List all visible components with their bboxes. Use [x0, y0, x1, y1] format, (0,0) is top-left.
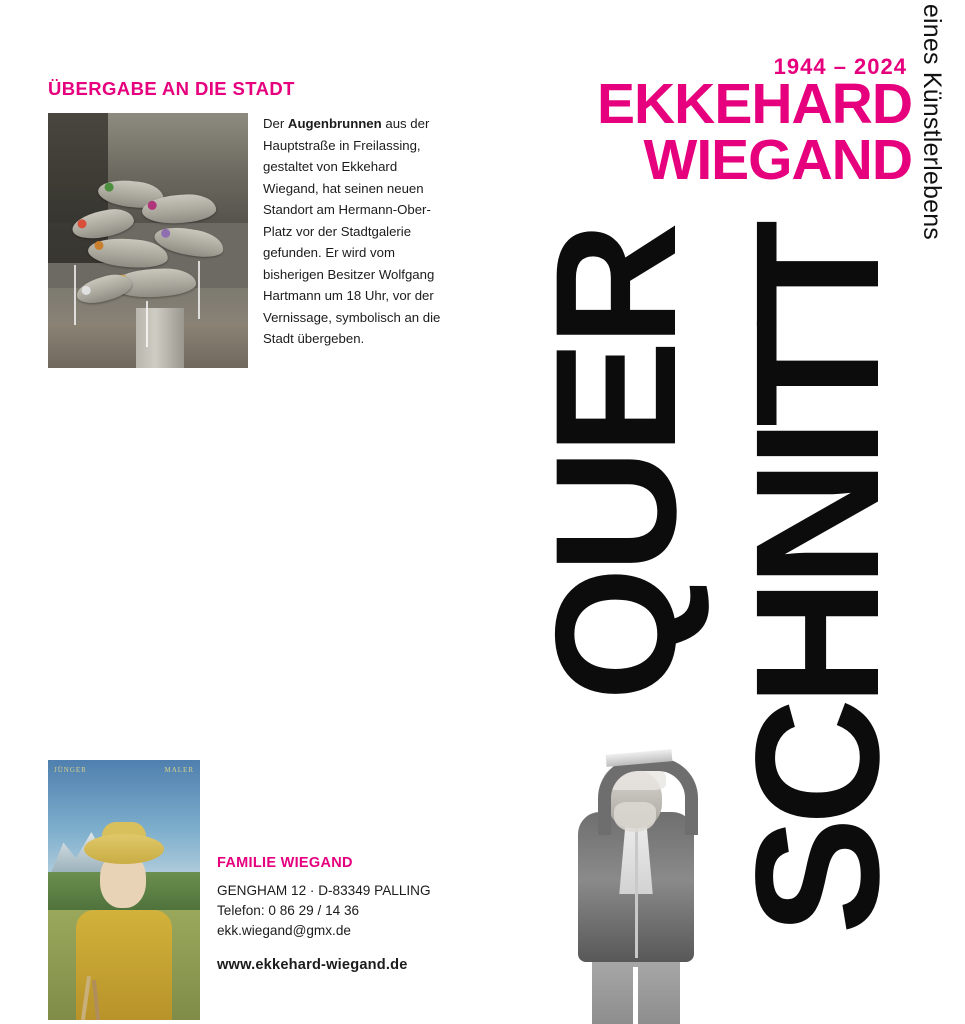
description-part2: aus der Hauptstraße in Freilassing, gestaltet von Ekkehard Wiegand, hat seinen neuen Standort am Hermann-Ober-Platz vor der Stadtgalerie gefunden. Er wird vom bisherigen Besitzer Wolfgang Hartmann um 18 Uhr, vor der Vernissage, symbolisch an die Stadt übergeben.: [263, 116, 441, 346]
fish-eye: [94, 241, 104, 251]
fish-shape: [70, 205, 136, 243]
water-jet: [198, 261, 200, 319]
artist-last-name: WIEGAND: [643, 128, 912, 192]
fountain-description: [263, 113, 453, 350]
fish-eye: [160, 228, 170, 238]
water-jet: [74, 265, 76, 325]
fish-shape: [74, 270, 134, 309]
fish-eye: [81, 285, 92, 296]
contact-address: GENGHAM 12 · D-83349 PALLING: [217, 883, 431, 898]
painting-inscription-left: JÜNGER: [54, 766, 87, 774]
artist-portrait-photo: [540, 752, 730, 1024]
painting-inscription-right: MALER: [164, 766, 194, 774]
portrait-zipper: [635, 818, 638, 958]
portrait-leg-gap: [633, 967, 638, 1024]
title-word-schnitt: SCHNITT: [720, 228, 916, 935]
contact-email[interactable]: ekk.wiegand@gmx.de: [217, 923, 351, 938]
contact-name: FAMILIE WIEGAND: [217, 855, 353, 871]
artist-first-name: EKKEHARD: [596, 72, 912, 136]
description-bold: Augenbrunnen: [287, 116, 382, 131]
painting-hat-brim: [84, 834, 164, 864]
fish-eye: [77, 219, 88, 230]
life-years: 1944 – 2024: [773, 54, 907, 79]
portrait-arms: [598, 758, 698, 835]
contact-block: [217, 855, 477, 973]
fish-eye: [147, 201, 157, 211]
painting-inscription: [54, 766, 194, 774]
section-heading: ÜBERGABE AN DIE STADT: [48, 78, 295, 99]
description-part1: Der: [263, 116, 288, 131]
water-jet: [146, 301, 148, 347]
photo-pedestal: [136, 308, 184, 368]
augenbrunnen-photo: [48, 113, 248, 368]
painting-figure-coat: [76, 910, 172, 1020]
contact-phone: Telefon: 0 86 29 / 14 36: [217, 903, 360, 918]
subtitle: eines Künstlerlebens: [918, 3, 946, 240]
painting-photo: [48, 760, 200, 1020]
contact-website[interactable]: www.ekkehard-wiegand.de: [217, 957, 408, 973]
photo-fish-cluster: [68, 173, 233, 313]
fish-eye: [104, 182, 114, 192]
right-panel: [500, 0, 965, 1024]
title-word-quer: QUER: [520, 228, 712, 701]
